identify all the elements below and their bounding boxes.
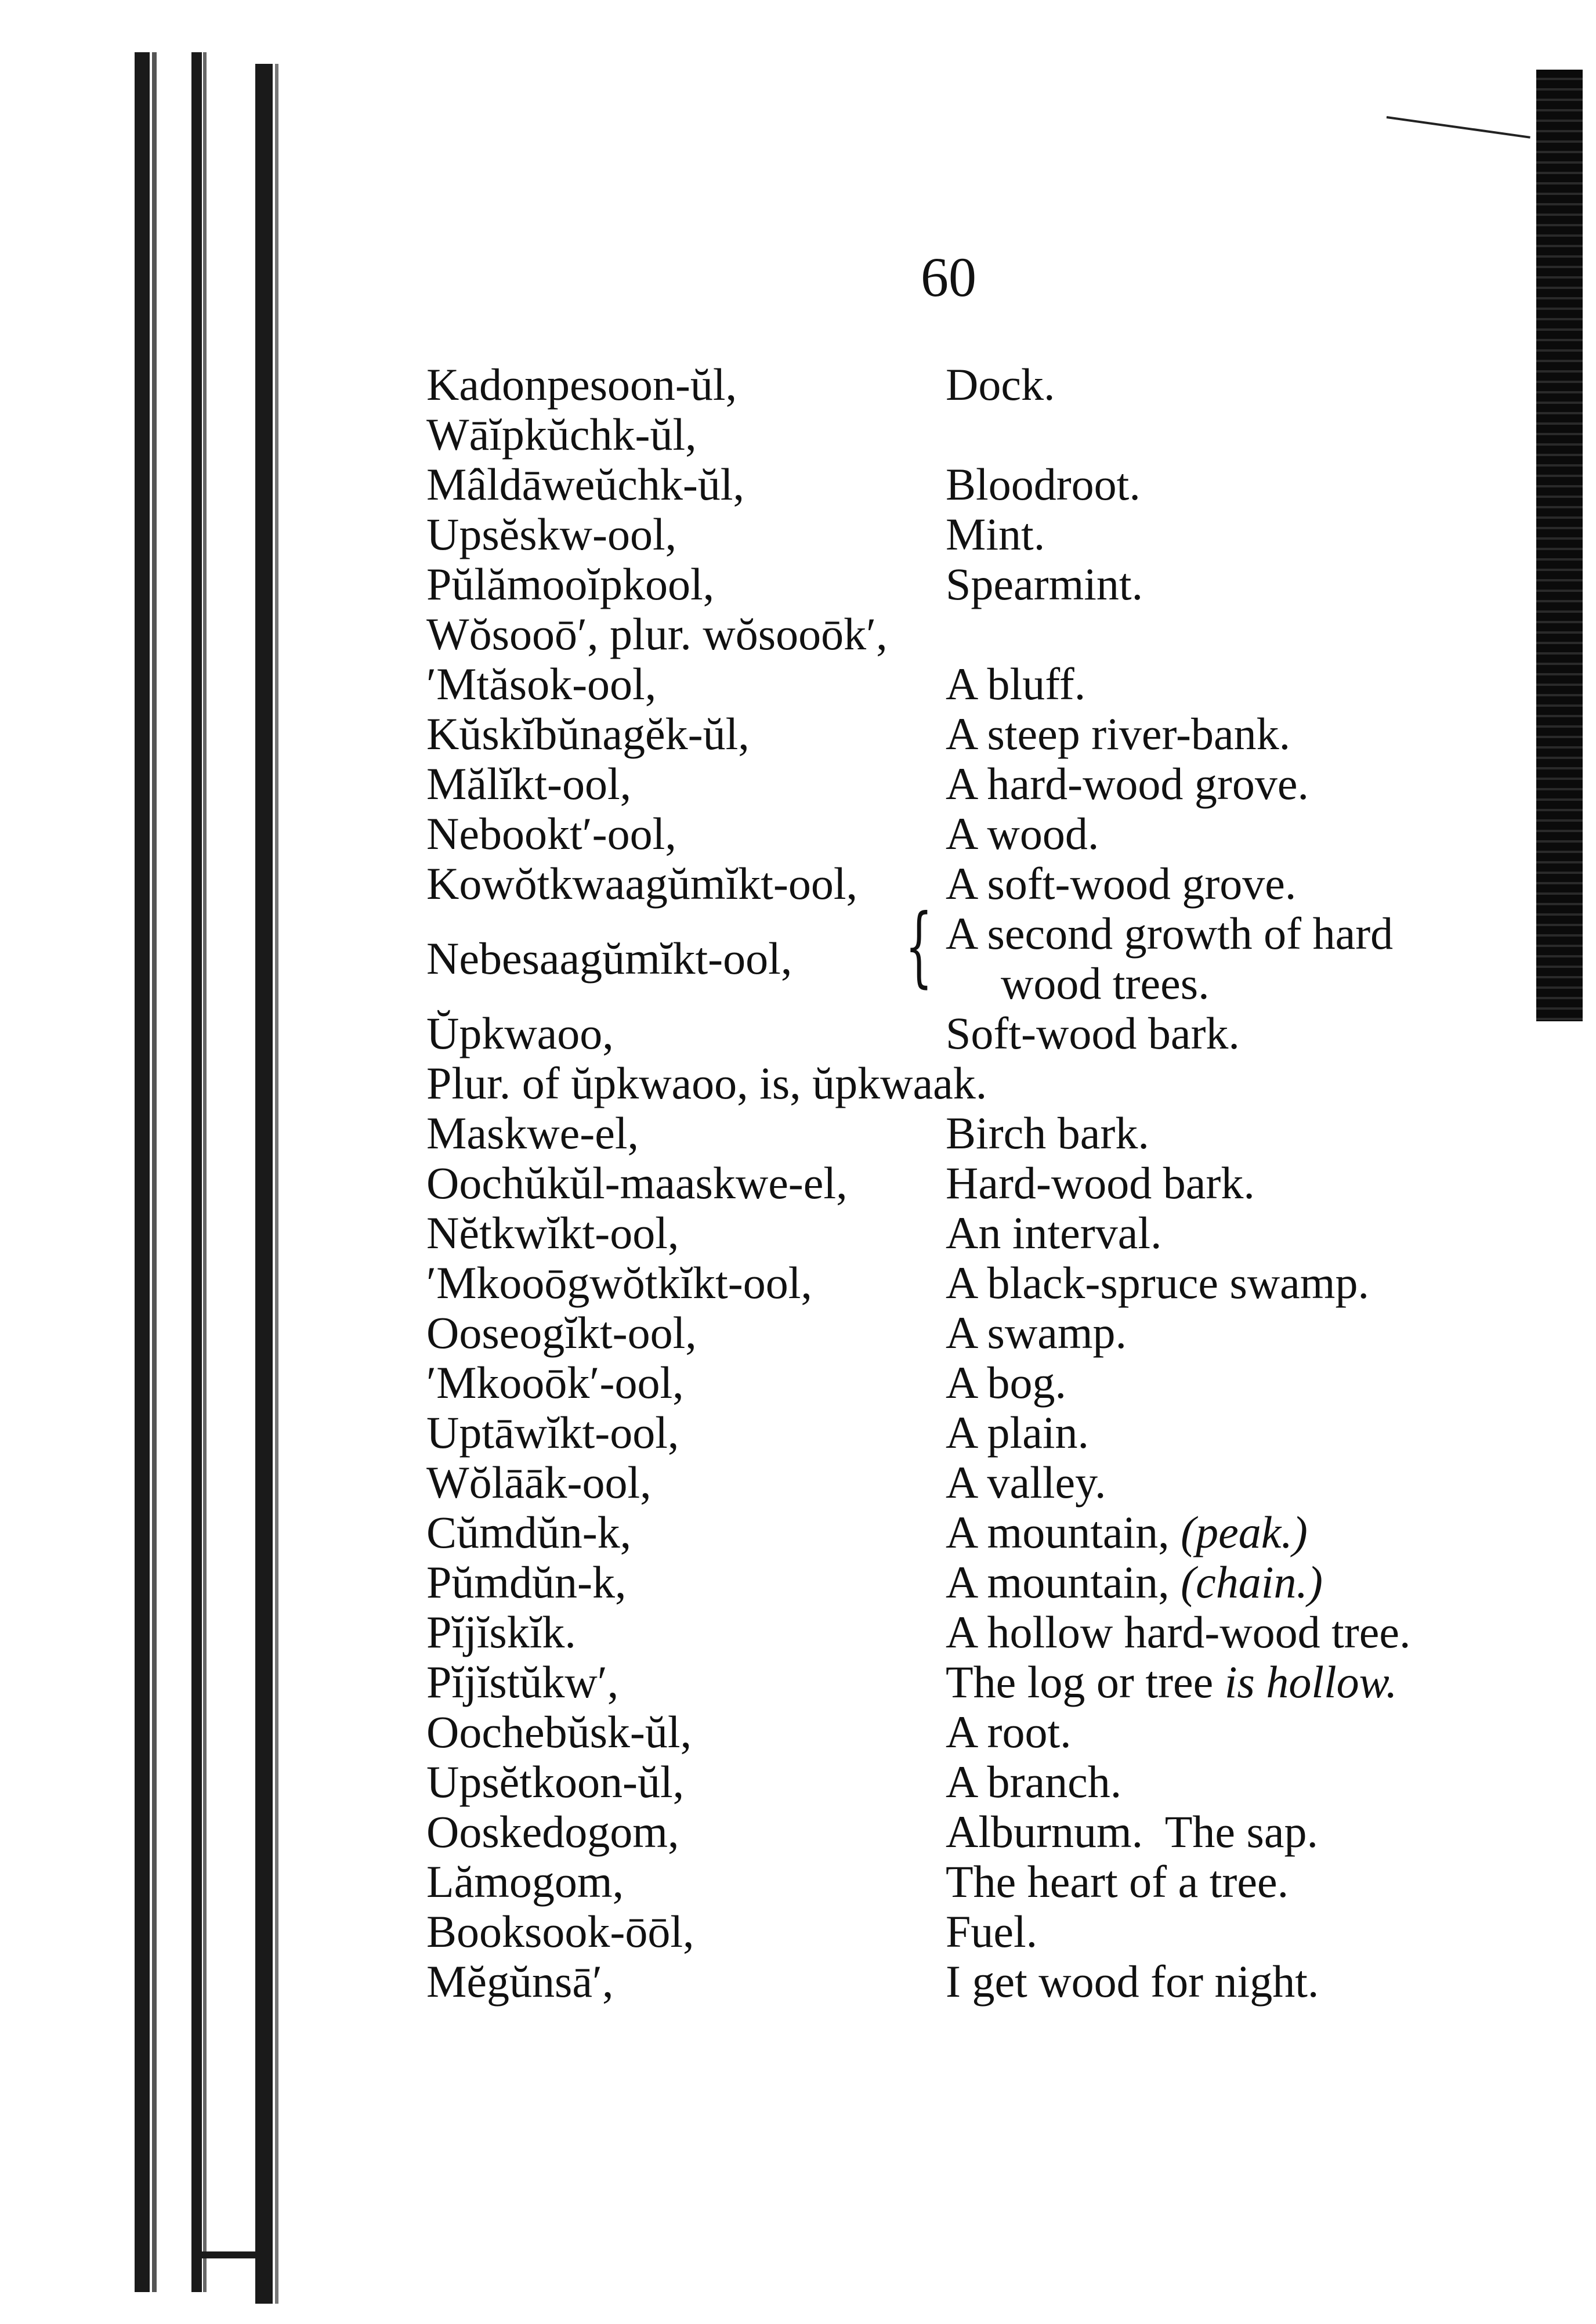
list-item [0, 659, 1596, 709]
list-item [0, 509, 1596, 559]
list-item [0, 1657, 1596, 1707]
term: Maskwe-el, [426, 1108, 639, 1158]
gloss-text: A mountain, [946, 1507, 1170, 1557]
term: Ooskedogom, [426, 1806, 679, 1857]
list-item [0, 609, 1596, 659]
gloss-italic: is hollow. [1224, 1657, 1398, 1707]
gloss-continued: wood trees. [1001, 958, 1210, 1009]
term: Wŏlāāk-ool, [426, 1457, 652, 1508]
term: Mâldāweŭchk-ŭl, [426, 459, 744, 509]
list-item [0, 1458, 1596, 1508]
term: Nebesaagŭmĭkt-ool, [426, 933, 792, 984]
gloss: Dock. [946, 359, 1055, 410]
list-item [0, 809, 1596, 859]
list-item [0, 1408, 1596, 1458]
term: Kowŏtkwaagŭmĭkt-ool, [426, 858, 858, 909]
list-item [0, 1707, 1596, 1757]
gloss: Hard-wood bark. [946, 1158, 1255, 1208]
gloss: Alburnum. The sap. [946, 1806, 1318, 1857]
term: Uptāwĭkt-ool, [426, 1407, 679, 1458]
term: Oochŭkŭl-maaskwe-el, [426, 1158, 848, 1208]
brace-icon: { [905, 896, 933, 997]
list-item [0, 1557, 1596, 1607]
gloss-text: A mountain, [946, 1557, 1170, 1607]
term: ′Mtăsok-ool, [426, 659, 657, 709]
term-full-line: Plur. of ŭpkwaoo, is, ŭpkwaak. [426, 1058, 987, 1108]
term: Lămogom, [426, 1856, 624, 1907]
term: Pĭjĭskĭk. [426, 1607, 576, 1657]
term: ′Mkooōk′-ool, [426, 1357, 684, 1408]
list-item [0, 1108, 1596, 1158]
term: Upsĕtkoon-ŭl, [426, 1756, 685, 1807]
list-item [0, 1308, 1596, 1358]
term: Nĕtkwĭkt-ool, [426, 1208, 679, 1258]
gloss: A hollow hard-wood tree. [946, 1607, 1411, 1657]
gloss: Birch bark. [946, 1108, 1149, 1158]
gloss-italic: (chain.) [1181, 1557, 1323, 1607]
list-item [0, 559, 1596, 609]
term: Pŭlămooĭpkool, [426, 559, 715, 609]
list-item [0, 1807, 1596, 1857]
gloss: A wood. [946, 808, 1099, 859]
list-item [0, 1857, 1596, 1907]
gloss: A plain. [946, 1407, 1089, 1458]
list-item [0, 1358, 1596, 1408]
list-item [0, 410, 1596, 460]
term: ′Mkooōgwŏtkĭkt-ool, [426, 1257, 812, 1308]
list-item [0, 1208, 1596, 1258]
gloss: A black-spruce swamp. [946, 1257, 1369, 1308]
list-item [0, 1907, 1596, 1957]
gloss [946, 1657, 1397, 1707]
term: Nebookt′-ool, [426, 808, 676, 859]
list-item [0, 1058, 1596, 1108]
gloss-italic: (peak.) [1181, 1507, 1308, 1557]
gloss: A swamp. [946, 1307, 1127, 1358]
gloss-text: The log or tree [946, 1657, 1214, 1707]
list-item [0, 1757, 1596, 1807]
list-item [0, 1607, 1596, 1657]
gloss: A second growth of hard [946, 908, 1394, 959]
gloss: Bloodroot. [946, 459, 1141, 509]
term: Pŭmdŭn-k, [426, 1557, 627, 1607]
gloss: I get wood for night. [946, 1956, 1319, 2007]
list-item [0, 460, 1596, 509]
gloss: Mint. [946, 509, 1045, 559]
list-item [0, 896, 1596, 1009]
term: Pĭjĭstŭkw′, [426, 1657, 619, 1707]
gloss: The heart of a tree. [946, 1856, 1289, 1907]
list-item [0, 1508, 1596, 1557]
gloss [946, 1508, 1308, 1557]
term-full-line: Wŏsooō′, plur. wŏsooōk′, [426, 609, 888, 659]
gloss: An interval. [946, 1208, 1162, 1258]
term: Wāĭpkŭchk-ŭl, [426, 409, 697, 460]
list-item [0, 709, 1596, 759]
gloss: A valley. [946, 1457, 1106, 1508]
gloss: A soft-wood grove. [946, 858, 1297, 909]
gloss: A bluff. [946, 659, 1086, 709]
list-item [0, 1957, 1596, 2007]
list-item [0, 759, 1596, 809]
list-item [0, 859, 1596, 909]
gloss: A hard-wood grove. [946, 758, 1309, 809]
gloss: A branch. [946, 1756, 1122, 1807]
term: Booksook-ōōl, [426, 1906, 694, 1957]
gloss: Soft-wood bark. [946, 1008, 1240, 1058]
gloss [946, 1557, 1323, 1607]
gloss: A steep river-bank. [946, 709, 1291, 759]
gloss: A bog. [946, 1357, 1067, 1408]
term: Upsĕskw-ool, [426, 509, 677, 559]
term: Ooseogĭkt-ool, [426, 1307, 697, 1358]
gloss: Spearmint. [946, 559, 1143, 609]
list-item [0, 360, 1596, 410]
term: Oochebŭsk-ŭl, [426, 1707, 692, 1757]
list-item [0, 1158, 1596, 1208]
term: Mălĭkt-ool, [426, 758, 632, 809]
term: Cŭmdŭn-k, [426, 1507, 632, 1557]
page-number: 60 [921, 246, 976, 308]
gloss: Fuel. [946, 1906, 1038, 1957]
gloss: A root. [946, 1707, 1072, 1757]
term: Mĕgŭnsā′, [426, 1956, 614, 2007]
term: Ŭpkwaoo, [426, 1008, 614, 1058]
list-item [0, 1009, 1596, 1058]
list-item [0, 1258, 1596, 1308]
term: Kŭskĭbŭnagĕk-ŭl, [426, 709, 750, 759]
term: Kadonpesoon-ŭl, [426, 359, 737, 410]
